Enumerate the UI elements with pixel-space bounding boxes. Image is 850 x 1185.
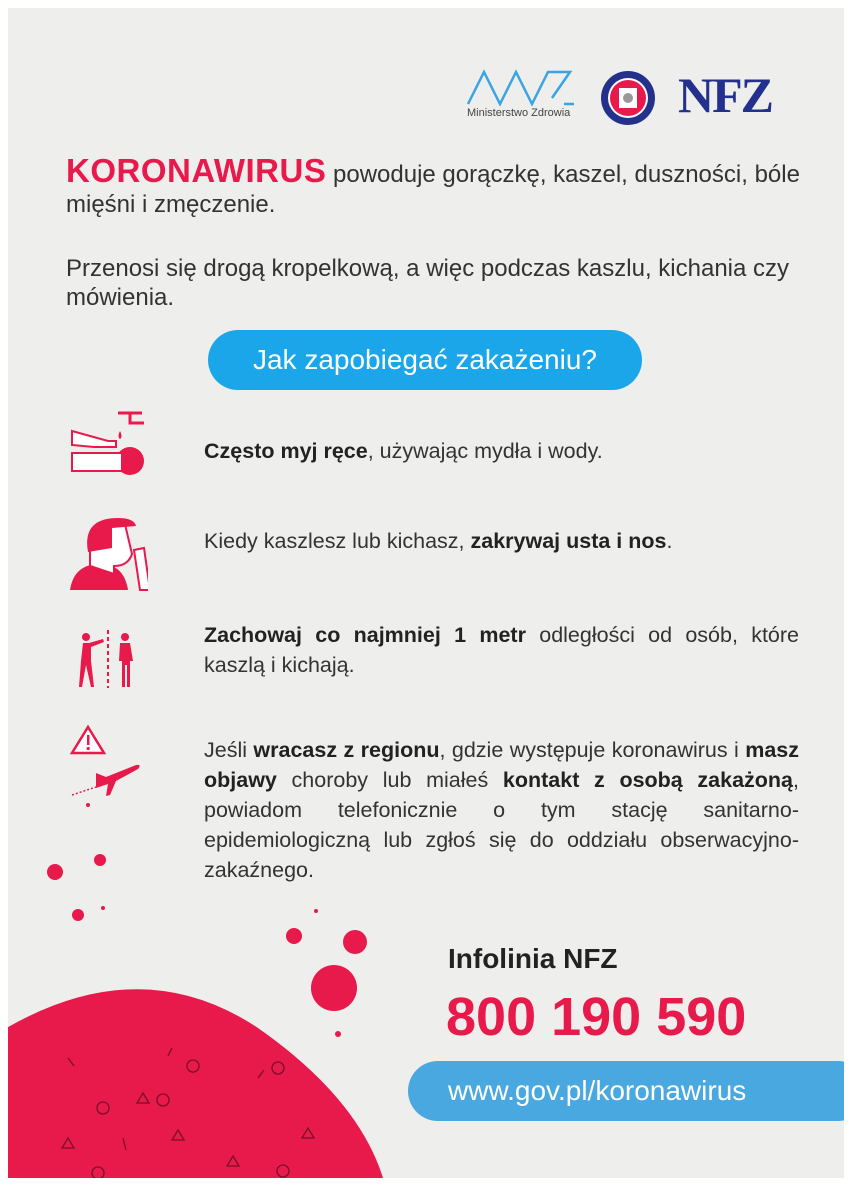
ministry-logo xyxy=(466,68,576,108)
distance-icon xyxy=(78,628,138,690)
poster xyxy=(8,8,844,1178)
list-item-cover-mouth: Kiedy kaszlesz lub kichasz, zakrywaj usta i nos. xyxy=(204,529,673,553)
ministry-logo-text: Ministerstwo Zdrowia xyxy=(467,107,571,119)
intro-sentence: powoduje gorączkę, kaszel, duszności, bóle mięśni i zmęczenie. xyxy=(66,161,800,218)
website-link[interactable]: www.gov.pl/koronawirus xyxy=(408,1061,844,1121)
hotline-number[interactable]: 800 190 590 xyxy=(446,987,747,1047)
list-item-distance: Zachowaj co najmniej 1 metr odległości od osób, które kaszlą i kichają. xyxy=(204,623,799,677)
keyword: KORONAWIRUS xyxy=(66,152,327,189)
transmission-text: Przenosi się drogą kropelkową, a więc podczas kaszlu, kichania czy mówienia. xyxy=(66,255,790,311)
handwashing-icon xyxy=(68,411,148,481)
prevention-heading-pill: Jak zapobiegać zakażeniu? xyxy=(208,330,642,390)
list-item-handwashing: Często myj ręce, używając mydła i wody. xyxy=(204,439,603,463)
hotline-label: Infolinia NFZ xyxy=(448,943,618,974)
warning-travel-icon xyxy=(68,723,148,808)
virus-decoration xyxy=(8,838,408,1178)
cough-cover-icon xyxy=(68,516,148,596)
intro-text xyxy=(66,152,806,220)
sanitary-inspection-logo xyxy=(600,70,656,126)
nfz-logo: NFZ xyxy=(678,67,772,123)
list-item-travel: Jeśli wracasz z regionu, gdzie występuje koronawirus i masz objawy choroby lub miałeś kontakt z osobą zakażoną, powiadom telefonicznie o tym stację sanitarno-epidemiologiczną lub zgłoś się do oddziału obserwacyjno-zakaźnego. xyxy=(204,738,800,882)
